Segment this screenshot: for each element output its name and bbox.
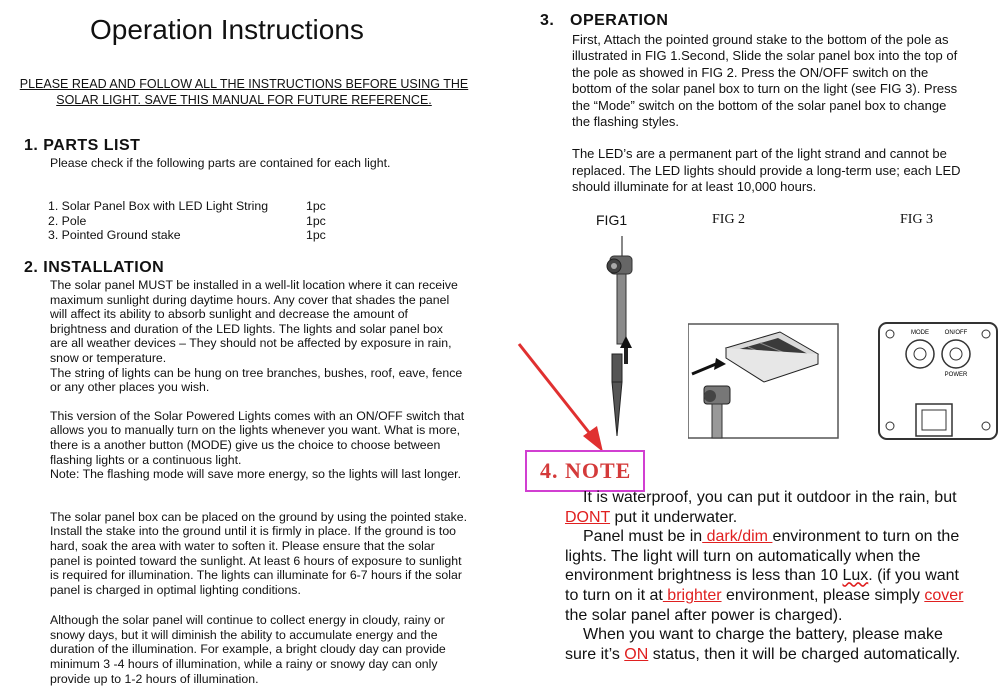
text-line: the pole as showed in FIG 2. Press the ON/OFF switch on the [572,64,929,80]
parts-list-intro: Please check if the following parts are contained for each light. [50,156,391,170]
installation-paragraph [50,278,500,395]
note-text: lights. The light will turn on automatically when the [565,547,921,565]
notice-line-1: PLEASE READ AND FOLLOW ALL THE INSTRUCTIONS BEFORE USING THE [19,77,469,91]
fig2-label: FIG 2 [712,212,746,227]
fig3-label: FIG 3 [900,212,934,227]
text-line: hard, soak the area with water to soften it. Please ensure that the solar [50,538,435,553]
text-line: or any other places you wish. [50,380,210,395]
note-text: It is waterproof, you can put it outdoor in the rain, but [583,489,957,506]
notice-line-2: SOLAR LIGHT. SAVE THIS MANUAL FOR FUTURE REFERENCE. [56,93,432,107]
note-line [565,547,997,567]
text-line: there is a another button (MODE) give us the choice to choose between [50,437,441,452]
note-line [565,586,997,606]
text-line: is required for illumination. The lights can illuminate for 6-7 hours if the solar [50,568,462,583]
part-qty: 1pc [306,213,326,228]
text-line: should illuminate for at least 10,000 hours. [572,179,817,195]
text-line: illustrated in FIG 1.Second, Slide the solar panel box into the top of [572,48,958,64]
onoff-label: ON/OFF [944,330,968,336]
text-line: Although the solar panel will continue to collect energy in cloudy, rainy or [50,613,445,628]
text-line: The solar panel box can be placed on the ground by using the pointed stake. [50,509,468,524]
fig2-panel-illustration [688,322,840,440]
operation-body [572,32,1000,196]
text-line: brightness and duration of the LED lights. The lights and solar panel box [50,321,443,336]
installation-paragraph [50,510,500,598]
note-text: Panel must be in [583,528,703,546]
note-text: the solar panel after power is charged). [565,606,843,624]
red-arrow-icon [515,340,605,455]
highlight-dont: DONT [565,508,611,526]
note-line [565,645,997,665]
installation-heading: 2. INSTALLATION [24,259,165,276]
text-line: are all weather devices – They should not be affected by exposure in rain, [50,336,452,351]
highlight-dark-dim: dark/dim [702,528,773,546]
installation-body [50,278,500,700]
installation-paragraph [50,613,500,686]
highlight-brighter: brighter [662,586,722,604]
text-line: panel is charged in optimal lighting conditions. [50,582,301,597]
text-line: panel is pointed toward the sunlight. At least 6 hours of exposure to sunlight [50,553,462,568]
note-text: . (if you want [868,567,959,585]
operation-number: 3. [540,12,555,29]
operation-heading: OPERATION [570,12,669,29]
text-line: This version of the Solar Powered Lights comes with an ON/OFF switch that [50,408,465,423]
note-line [565,566,997,586]
note-text: environment brightness is less than 10 [565,567,843,585]
part-name: 1. Solar Panel Box with LED Light String [48,199,269,213]
read-instructions-notice [8,76,480,108]
mode-label: MODE [911,330,929,336]
text-line: replaced. The LED lights should provide a long-term use; each LED [572,162,961,178]
text-line: bottom of the solar panel box to turn on the light (see FIG 3). Press [572,81,958,97]
note-line [565,527,997,547]
parts-row [48,228,326,243]
parts-list-heading: 1. PARTS LIST [24,137,141,154]
text-line: allows you to manually turn on the lights whenever you want. What is more, [50,423,461,438]
highlight-on: ON [624,645,649,663]
part-qty: 1pc [306,199,326,213]
text-line: The LED’s are a permanent part of the light strand and cannot be [572,146,947,162]
fig3-switch-illustration [878,322,998,440]
note-line [565,606,997,626]
part-name: 2. Pole [48,213,87,228]
text-line: Note: The flashing mode will save more energy, so the lights will last longer. [50,467,462,482]
note-heading: 4. NOTE [540,458,632,483]
text-line: flashing lights or a continuous light. [50,452,242,467]
highlight-cover: cover [924,586,964,604]
text-line: Install the stake into the ground until it is firmly in place. If the ground is too [50,524,457,539]
note-text: environment, please simply [721,586,925,604]
part-name: 3. Pointed Ground stake [48,228,181,243]
note-line [565,488,997,508]
text-line: the “Mode” switch on the bottom of the solar panel box to change [572,97,947,113]
power-label: POWER [944,372,968,378]
note-body [565,488,997,664]
lux-text: Lux [842,567,869,585]
note-text: put it underwater. [610,508,738,526]
note-text: status, then it will be charged automatically. [648,645,961,663]
page-title: Operation Instructions [90,14,364,45]
note-line [565,508,997,528]
text-line: The string of lights can be hung on tree branches, bushes, roof, eave, fence [50,365,463,380]
note-text: environment to turn on the [772,528,960,546]
parts-row [48,214,326,229]
operation-paragraph [572,146,1000,195]
note-text: When you want to charge the battery, please make [583,626,943,644]
note-line [565,625,997,645]
text-line: The solar panel MUST be installed in a well-lit location where it can receive [50,278,458,292]
operation-paragraph [572,32,1000,130]
text-line: First, Attach the pointed ground stake to the bottom of the pole as [572,32,949,47]
note-text: to turn on it at [565,586,663,604]
part-qty: 1pc [306,228,326,243]
note-text: sure it’s [565,645,625,663]
text-line: minimum 3 -4 hours of illumination, while a rainy or snowy day can only [50,657,438,672]
text-line: provide up to 1-2 hours of illumination. [50,671,259,686]
text-line: the flashing styles. [572,114,679,130]
text-line: maximum sunlight during daytime hours. Any cover that shades the panel [50,292,450,307]
installation-paragraph [50,409,500,482]
text-line: snowy days, but it will diminish the ability to accumulate energy and the [50,627,438,642]
text-line: will affect its ability to absorb sunlight and decrease the amount of [50,307,408,322]
parts-list-table [48,199,326,243]
text-line: snow or temperature. [50,350,167,365]
parts-row [48,199,326,214]
fig1-label: FIG1 [596,212,628,228]
text-line: duration of the illumination. For example, a bright cloudy day can provide [50,642,446,657]
